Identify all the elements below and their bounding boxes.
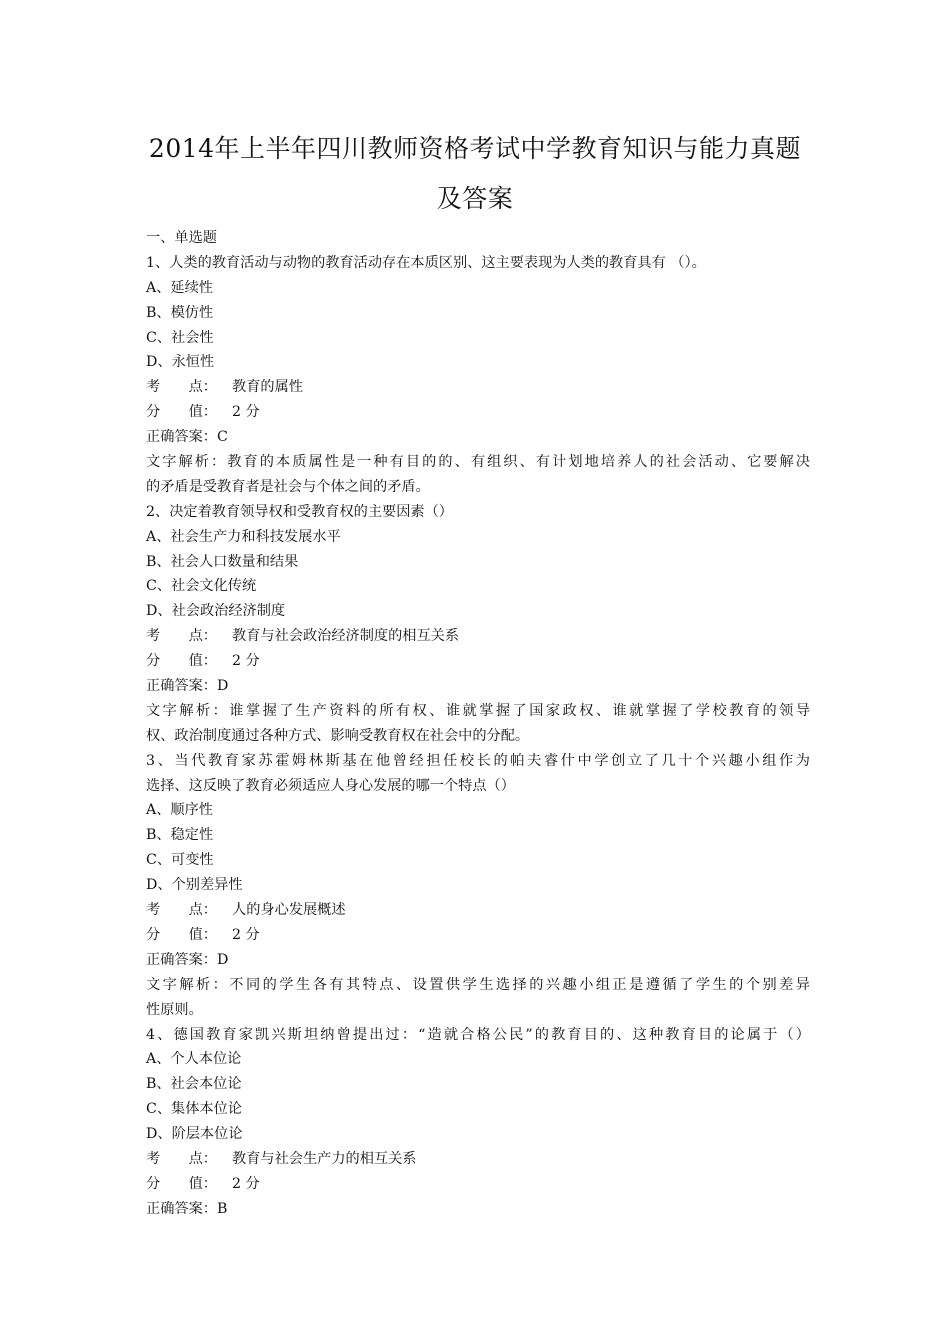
option-a: A、个人本位论 — [146, 1051, 242, 1068]
analysis-line-1: 文字解析：谁掌握了生产资料的所有权、谁就掌握了国家政权、谁就掌握了学校教育的领导 — [146, 702, 810, 719]
score-value: 2 分 — [232, 926, 260, 943]
knowledge-point — [146, 624, 810, 649]
knowledge-point-label: 考 点： — [146, 1150, 217, 1167]
option-a: A、延续性 — [146, 279, 213, 296]
correct-answer-value: D — [216, 678, 229, 695]
question-stem: 1、人类的教育活动与动物的教育活动存在本质区别、这主要表现为人类的教育具有 （）。 — [146, 254, 706, 271]
document-title-line2: 及答案 — [436, 184, 514, 213]
correct-answer — [146, 425, 810, 450]
analysis-line-2: 性原则。 — [146, 1001, 203, 1018]
correct-answer-value: B — [216, 1200, 228, 1217]
score-value: 2 分 — [232, 404, 260, 421]
question-stem-line-2: 选择、这反映了教育必须适应人身心发展的哪一个特点（） — [146, 777, 515, 794]
score-label: 分 值： — [146, 1175, 217, 1192]
option-b: B、模仿性 — [146, 304, 214, 321]
knowledge-point — [146, 375, 810, 400]
option-d: D、永恒性 — [146, 354, 215, 371]
option-b: B、社会本位论 — [146, 1076, 242, 1093]
score — [146, 1172, 810, 1197]
option-c: C、可变性 — [146, 852, 214, 869]
score-label: 分 值： — [146, 926, 217, 943]
knowledge-point-label: 考 点： — [146, 628, 217, 645]
document-body — [146, 226, 810, 1222]
correct-answer-label: 正确答案： — [146, 678, 217, 695]
section-heading: 一、单选题 — [146, 230, 217, 246]
knowledge-point-value: 教育的属性 — [232, 379, 303, 396]
knowledge-point-value: 教育与社会生产力的相互关系 — [232, 1150, 417, 1167]
correct-answer — [146, 948, 810, 973]
score-value: 2 分 — [232, 1175, 260, 1192]
correct-answer-label: 正确答案： — [146, 951, 217, 968]
knowledge-point — [146, 898, 810, 923]
option-d: D、社会政治经济制度 — [146, 603, 286, 620]
analysis-line-1: 文字解析：不同的学生各有其特点、设置供学生选择的兴趣小组正是遵循了学生的个别差异 — [146, 976, 810, 993]
question-stem-line-1: 3、当代教育家苏霍姆林斯基在他曾经担任校长的帕夫睿什中学创立了几十个兴趣小组作为 — [146, 752, 810, 769]
question-3 — [146, 749, 810, 1023]
score — [146, 400, 810, 425]
score — [146, 649, 810, 674]
correct-answer — [146, 1197, 810, 1222]
document-title-line1: 2014年上半年四川教师资格考试中学教育知识与能力真题 — [148, 134, 802, 163]
option-b: B、稳定性 — [146, 827, 214, 844]
correct-answer — [146, 674, 810, 699]
score-label: 分 值： — [146, 653, 217, 670]
score-label: 分 值： — [146, 404, 217, 421]
score — [146, 923, 810, 948]
question-4 — [146, 1023, 810, 1222]
option-b: B、社会人口数量和结果 — [146, 553, 299, 570]
option-a: A、社会生产力和科技发展水平 — [146, 528, 341, 545]
analysis-line-2: 的矛盾是受教育者是社会与个体之间的矛盾。 — [146, 478, 430, 495]
option-d: D、阶层本位论 — [146, 1126, 243, 1143]
knowledge-point-value: 教育与社会政治经济制度的相互关系 — [232, 628, 460, 645]
correct-answer-label: 正确答案： — [146, 1200, 217, 1217]
correct-answer-value: D — [216, 951, 229, 968]
knowledge-point — [146, 1147, 810, 1172]
knowledge-point-value: 人的身心发展概述 — [232, 902, 346, 919]
option-c: C、社会文化传统 — [146, 578, 257, 595]
option-c: C、集体本位论 — [146, 1101, 242, 1118]
correct-answer-value: C — [216, 429, 228, 446]
knowledge-point-label: 考 点： — [146, 902, 217, 919]
question-stem: 2、决定着教育领导权和受教育权的主要因素（） — [146, 503, 453, 520]
question-2 — [146, 500, 810, 749]
option-d: D、个别差异性 — [146, 877, 243, 894]
analysis-line-2: 权、政治制度通过各种方式、影响受教育权在社会中的分配。 — [146, 727, 530, 744]
knowledge-point-label: 考 点： — [146, 379, 217, 396]
score-value: 2 分 — [232, 653, 260, 670]
question-stem: 4、德国教育家凯兴斯坦纳曾提出过：“造就合格公民”的教育目的、这种教育目的论属于（） — [146, 1026, 810, 1043]
option-c: C、社会性 — [146, 329, 214, 346]
analysis-line-1: 文字解析：教育的本质属性是一种有目的的、有组织、有计划地培养人的社会活动、它要解决 — [146, 454, 810, 471]
question-1 — [146, 251, 810, 500]
correct-answer-label: 正确答案： — [146, 429, 217, 446]
option-a: A、顺序性 — [146, 802, 213, 819]
